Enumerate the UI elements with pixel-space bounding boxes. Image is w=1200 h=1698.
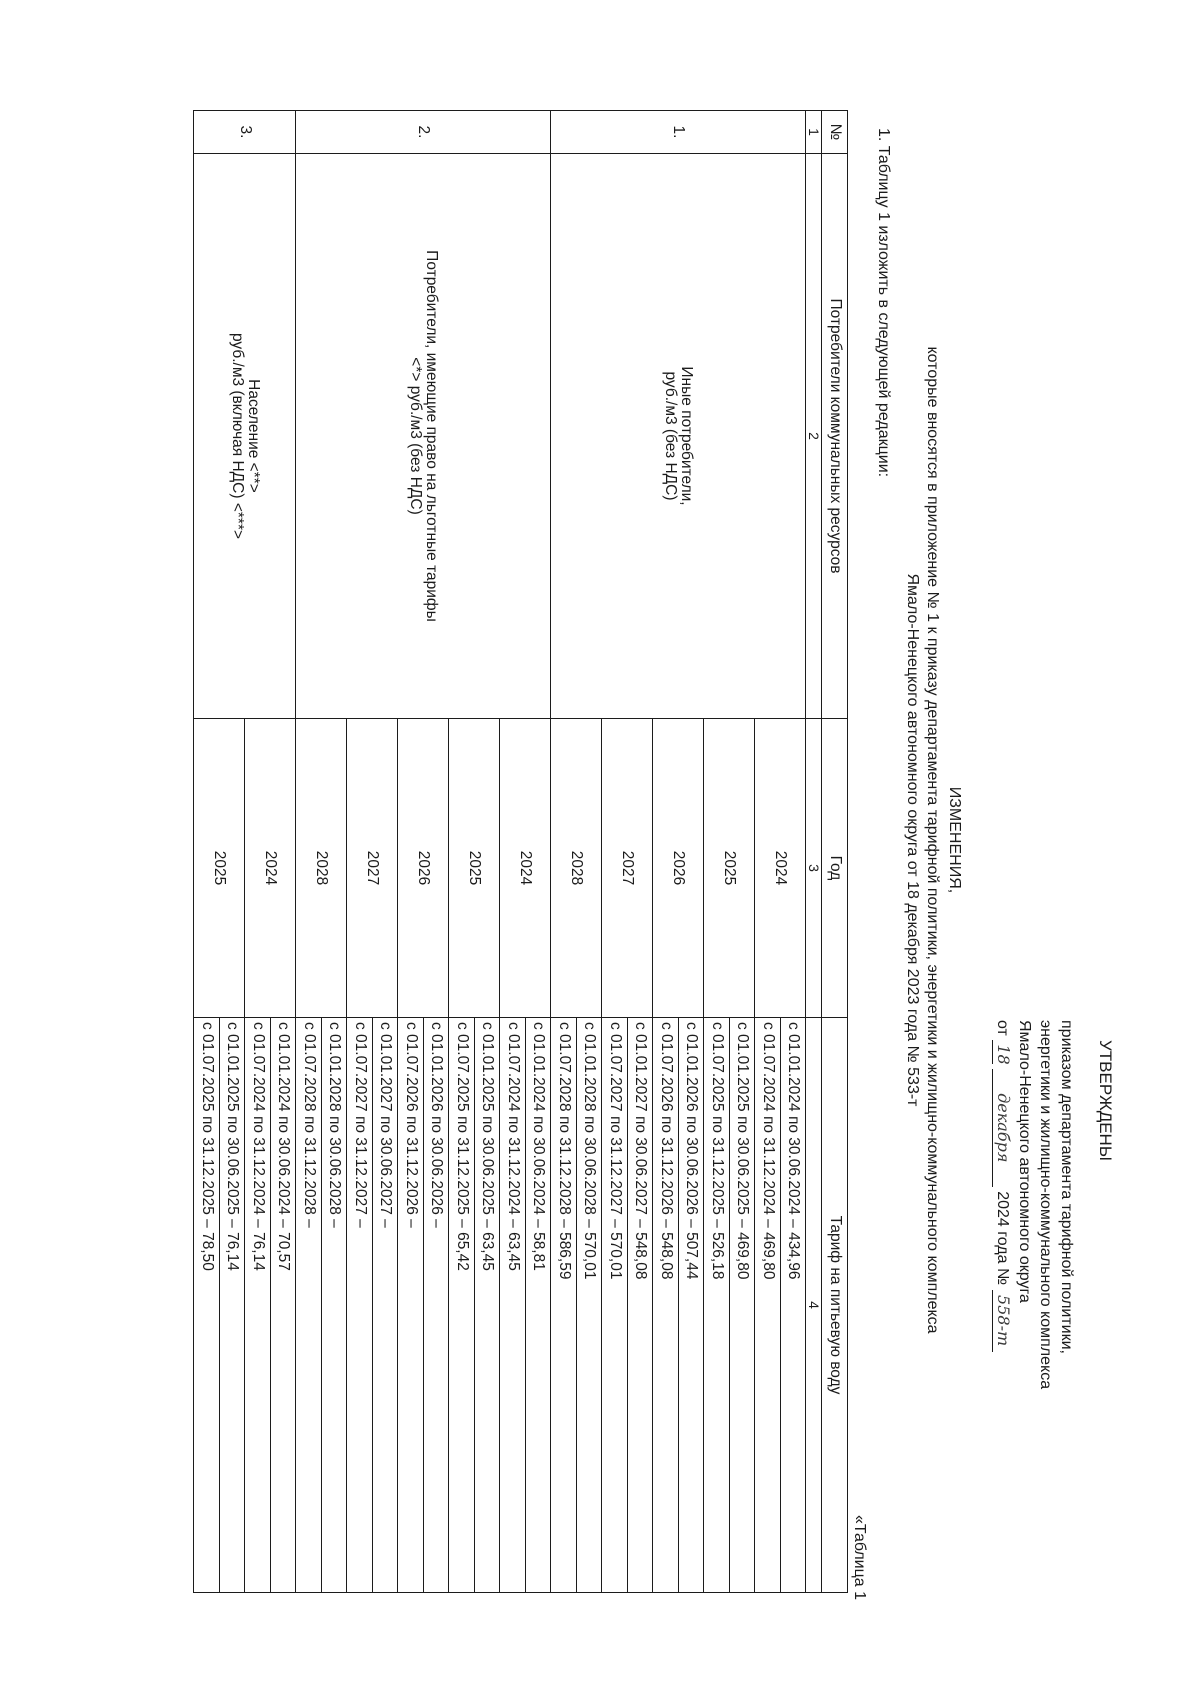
year-cell: 2024 — [245, 719, 296, 1018]
tariff-cell: с 01.01.2024 по 30.06.2024 – 434,96 — [781, 1018, 807, 1593]
consumer-category — [296, 154, 551, 719]
consumer-line: руб./м3 (без НДС) — [662, 371, 680, 501]
group-number: 1. — [551, 111, 806, 154]
year-cell: 2025 — [704, 719, 755, 1018]
instruction-text: 1. Таблицу 1 изложить в следующей редакции: — [875, 128, 892, 478]
tariff-cell: с 01.01.2024 по 30.06.2024 – 58,81 — [526, 1018, 552, 1593]
date-day-handwritten: 18 — [992, 1040, 1014, 1064]
column-number: 4 — [806, 1018, 822, 1593]
year-cell: 2024 — [755, 719, 806, 1018]
tariff-cell: с 01.07.2024 по 31.12.2024 – 63,45 — [500, 1018, 526, 1593]
approval-line: энергетики и жилищно-коммунального комплекса — [1037, 1020, 1054, 1390]
tariff-cell: с 01.01.2025 по 30.06.2025 – 76,14 — [220, 1018, 246, 1593]
tariff-cell: с 01.01.2026 по 30.06.2026 – 507,44 — [679, 1018, 705, 1593]
approval-block — [992, 1020, 1116, 1475]
consumer-line: Население <**> — [245, 379, 262, 493]
year-cell: 2028 — [296, 719, 347, 1018]
tariff-cell: с 01.01.2025 по 30.06.2025 – 63,45 — [475, 1018, 501, 1593]
consumer-line: <*> руб./м3 (без НДС) — [407, 357, 425, 515]
group-number: 2. — [296, 111, 551, 154]
tariff-cell: с 01.01.2028 по 30.06.2028 – 570,01 — [577, 1018, 603, 1593]
approval-title: УТВЕРЖДЕНЫ — [1096, 1040, 1115, 1161]
column-numbers-row — [806, 111, 822, 1593]
approval-line: приказом департамента тарифной политики, — [1058, 1020, 1075, 1354]
tariff-cell: с 01.01.2024 по 30.06.2024 – 70,57 — [271, 1018, 297, 1593]
tariff-cell: с 01.07.2025 по 31.12.2025 – 526,18 — [704, 1018, 730, 1593]
table-row — [526, 111, 552, 1593]
tariff-cell: с 01.07.2025 по 31.12.2025 – 78,50 — [194, 1018, 220, 1593]
consumer-line: Иные потребители, — [678, 366, 696, 506]
table-caption: «Таблица 1 — [851, 1515, 868, 1600]
tariff-cell: с 01.07.2028 по 31.12.2028 – — [296, 1018, 322, 1593]
consumer-category — [194, 154, 296, 719]
changes-header — [902, 120, 964, 1560]
year-cell: 2025 — [194, 719, 245, 1018]
year-cell: 2026 — [398, 719, 449, 1018]
date-prefix: от — [994, 1020, 1011, 1036]
tariff-table — [194, 110, 849, 1593]
table-row — [271, 111, 297, 1593]
approval-line: Ямало-Ненецкого автономного округа — [1016, 1020, 1033, 1303]
tariff-cell: с 01.07.2026 по 31.12.2026 – — [398, 1018, 424, 1593]
date-month-handwritten: декабря — [992, 1069, 1014, 1187]
tariff-cell: с 01.07.2025 по 31.12.2025 – 65,42 — [449, 1018, 475, 1593]
table-header-row — [822, 111, 848, 1593]
tariff-cell: с 01.01.2026 по 30.06.2026 – — [424, 1018, 450, 1593]
header-tariff: Тариф на питьевую воду — [822, 1018, 848, 1593]
tariff-cell: с 01.07.2027 по 31.12.2027 – — [347, 1018, 373, 1593]
tariff-cell: с 01.01.2025 по 30.06.2025 – 469,80 — [730, 1018, 756, 1593]
changes-heading: ИЗМЕНЕНИЯ, — [946, 786, 963, 894]
year-cell: 2025 — [449, 719, 500, 1018]
header-year: Год — [822, 719, 848, 1018]
year-cell: 2027 — [602, 719, 653, 1018]
year-cell: 2024 — [500, 719, 551, 1018]
approval-date-line — [992, 1020, 1014, 1475]
year-cell: 2027 — [347, 719, 398, 1018]
column-number: 2 — [806, 154, 822, 719]
column-number: 3 — [806, 719, 822, 1018]
header-consumers: Потребители коммунальных ресурсов — [822, 154, 848, 719]
tariff-cell: с 01.07.2024 по 31.12.2024 – 469,80 — [755, 1018, 781, 1593]
changes-intro-line2: Ямало-Ненецкого автономного округа от 18 декабря 2023 года № 533-т — [904, 573, 921, 1107]
column-number: 1 — [806, 111, 822, 154]
group-number: 3. — [194, 111, 296, 154]
order-number-handwritten: 558-т — [992, 1290, 1014, 1352]
tariff-cell: с 01.07.2024 по 31.12.2024 – 76,14 — [245, 1018, 271, 1593]
tariff-cell: с 01.07.2027 по 31.12.2027 – 570,01 — [602, 1018, 628, 1593]
consumer-line: Потребители, имеющие право на льготные тарифы — [423, 250, 441, 622]
date-year-text: 2024 года № — [994, 1191, 1011, 1286]
consumer-line: руб./м3 (включая НДС) <***> — [229, 332, 246, 540]
table-row — [781, 111, 807, 1593]
header-no: № — [822, 111, 848, 154]
changes-intro-line1: которые вносятся в приложение № 1 к приказу департамента тарифной политики, энергетики и жилищно-коммунального комплекса — [924, 346, 941, 1334]
year-cell: 2026 — [653, 719, 704, 1018]
tariff-cell: с 01.01.2028 по 30.06.2028 – — [322, 1018, 348, 1593]
consumer-category — [551, 154, 806, 719]
tariff-cell: с 01.01.2027 по 30.06.2027 – — [373, 1018, 399, 1593]
year-cell: 2028 — [551, 719, 602, 1018]
tariff-cell: с 01.07.2028 по 31.12.2028 – 586,59 — [551, 1018, 577, 1593]
tariff-cell: с 01.07.2026 по 31.12.2026 – 548,08 — [653, 1018, 679, 1593]
tariff-cell: с 01.01.2027 по 30.06.2027 – 548,08 — [628, 1018, 654, 1593]
